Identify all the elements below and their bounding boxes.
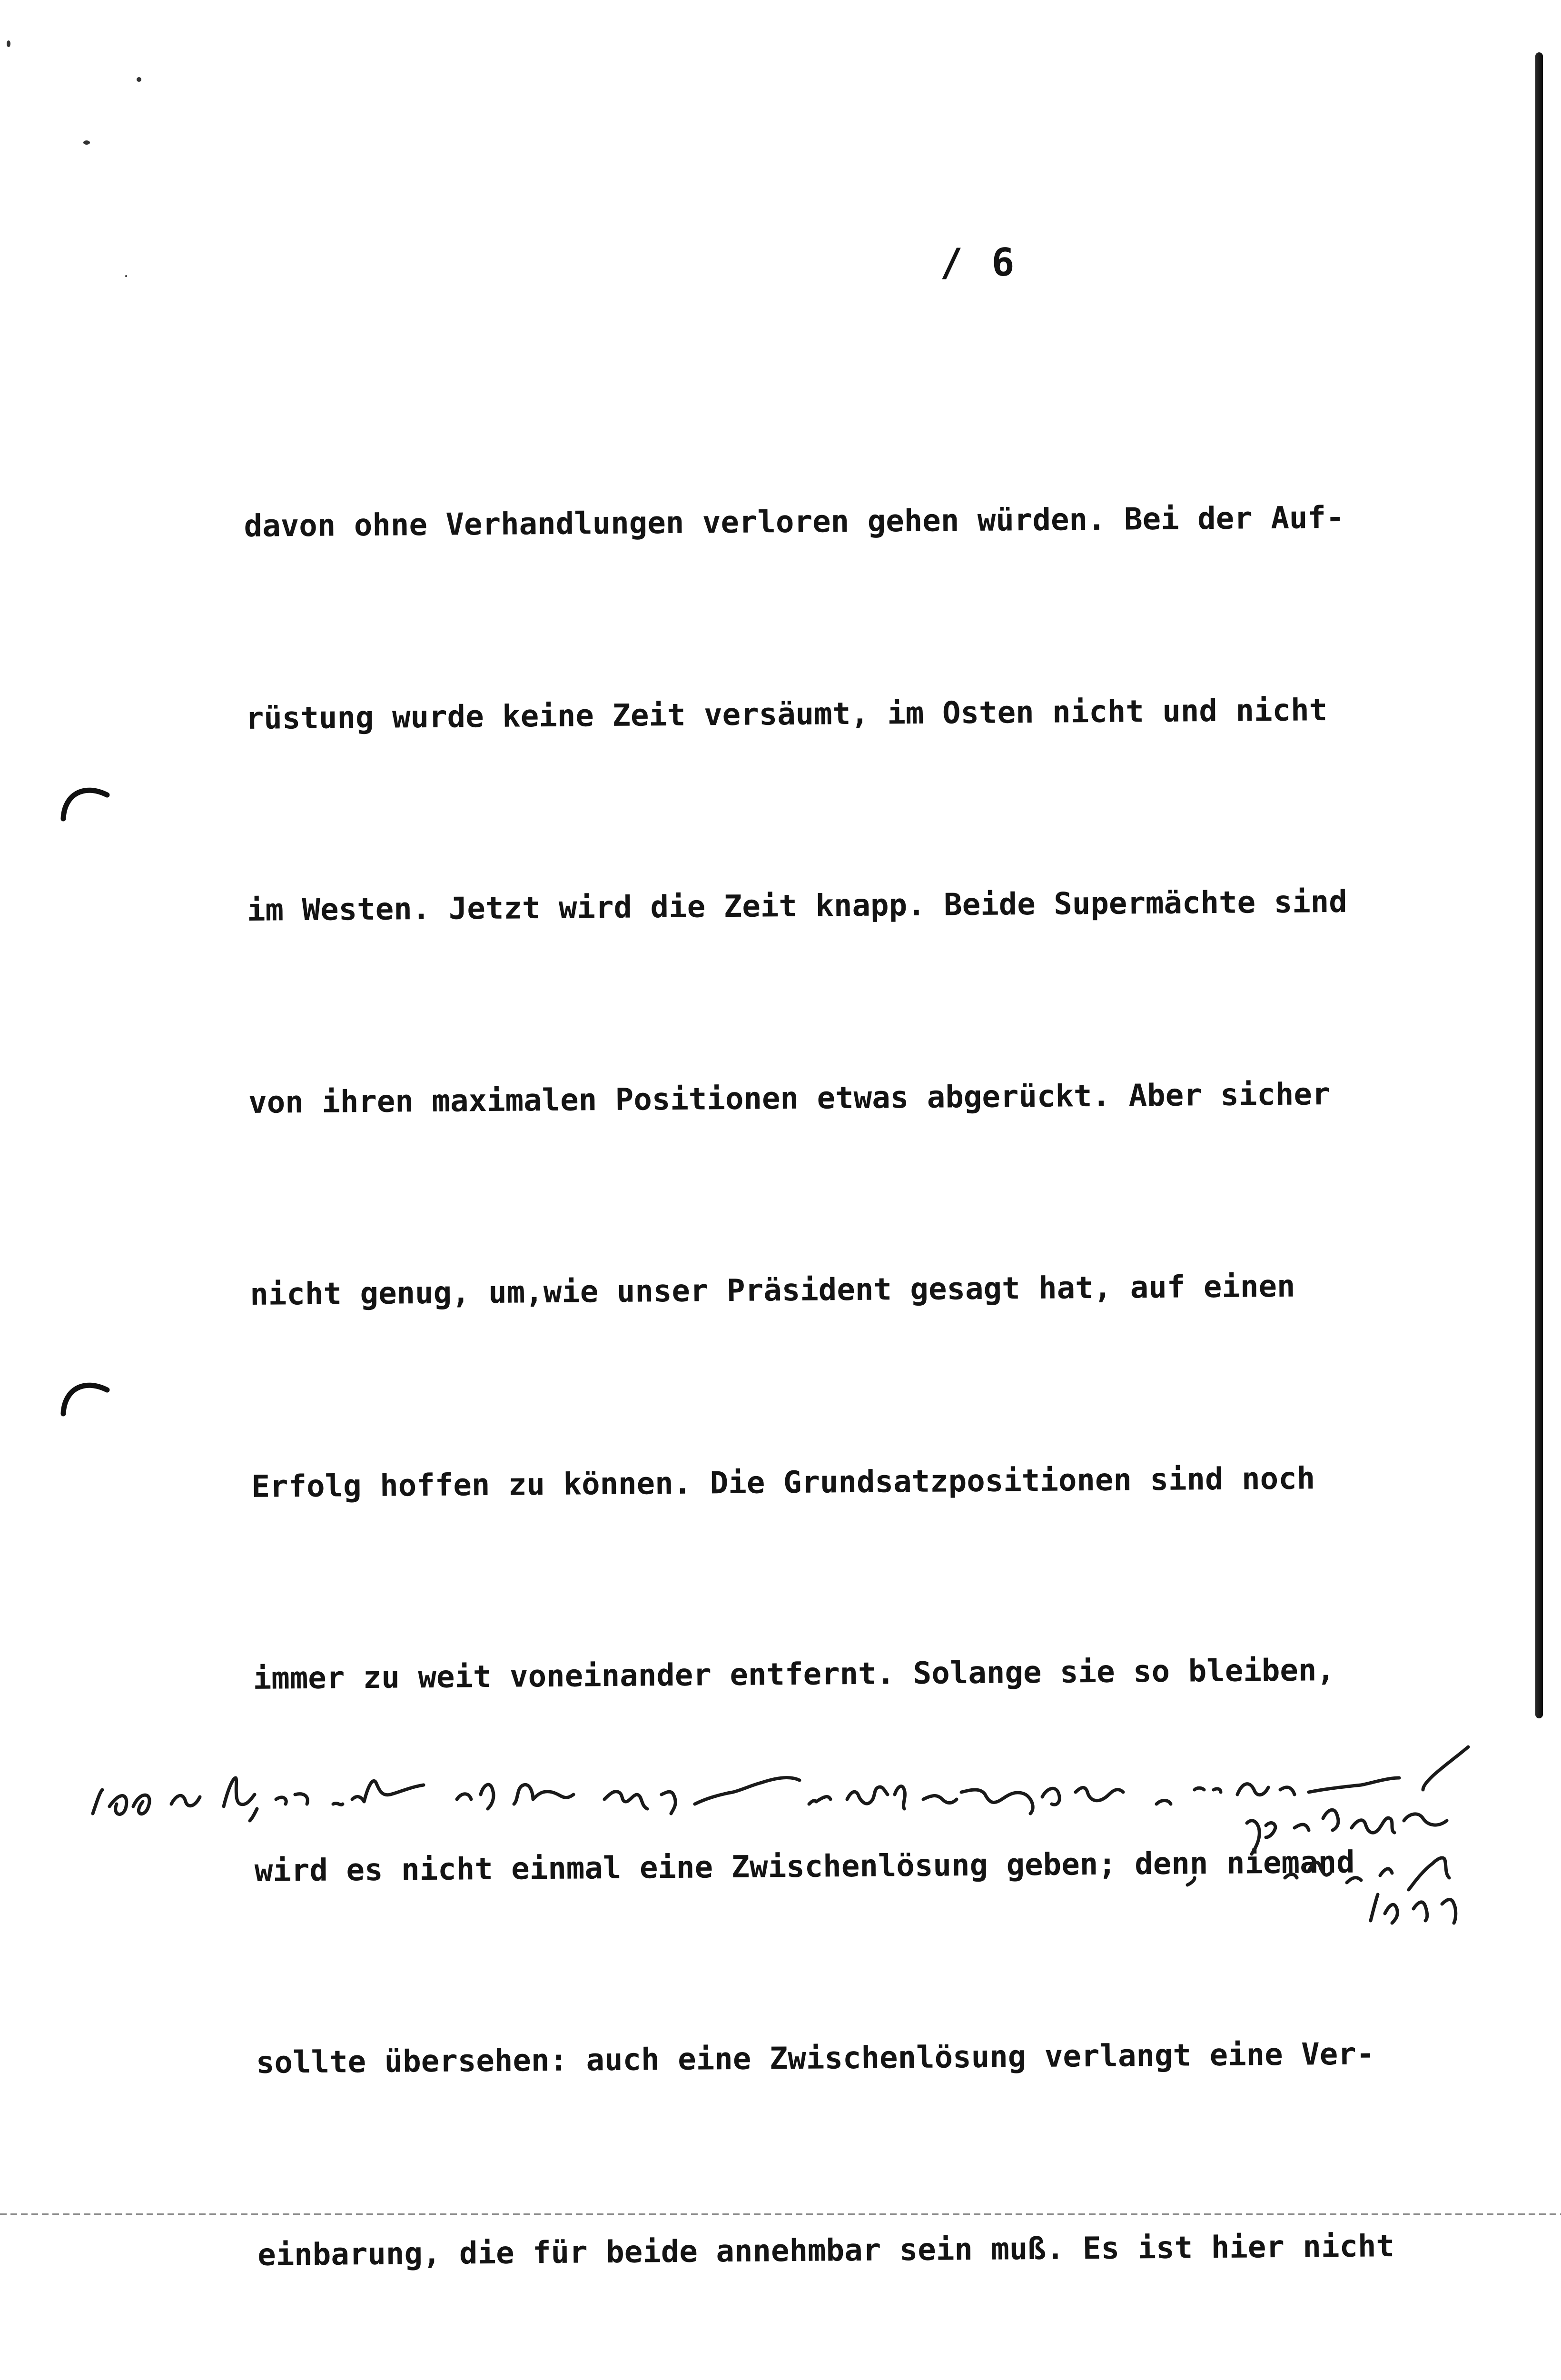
text-line: einbarung, die für beide annehmbar sein muß. Es ist hier nicht: [257, 2228, 1395, 2273]
scan-bottom-edge: [0, 2213, 1561, 2215]
text-line: im Westen. Jetzt wird die Zeit knapp. Beide Supermächte sind: [247, 884, 1348, 928]
text-line: von ihren maximalen Positionen etwas abgerückt. Aber sicher: [248, 1076, 1331, 1121]
text-line: davon ohne Verhandlungen verloren gehen würden. Bei der Auf-: [244, 500, 1344, 544]
text-line: rüstung wurde keine Zeit versäumt, im Osten nicht und nicht: [245, 692, 1328, 736]
text-line: sollte übersehen: auch eine Zwischenlösung verlangt eine Ver-: [256, 2036, 1375, 2081]
text-line: Erfolg hoffen zu können. Die Grundsatzpositionen sind noch: [251, 1460, 1315, 1505]
text-line: wird es nicht einmal eine Zwischenlösung geben; denn niemand: [254, 1844, 1355, 1889]
text-line: nicht genug, um,wie unser Präsident gesagt hat, auf einen: [250, 1269, 1295, 1312]
page-number: / 6: [940, 240, 1018, 285]
text-line: immer zu weit voneinander entfernt. Solange sie so bleiben,: [253, 1653, 1335, 1696]
